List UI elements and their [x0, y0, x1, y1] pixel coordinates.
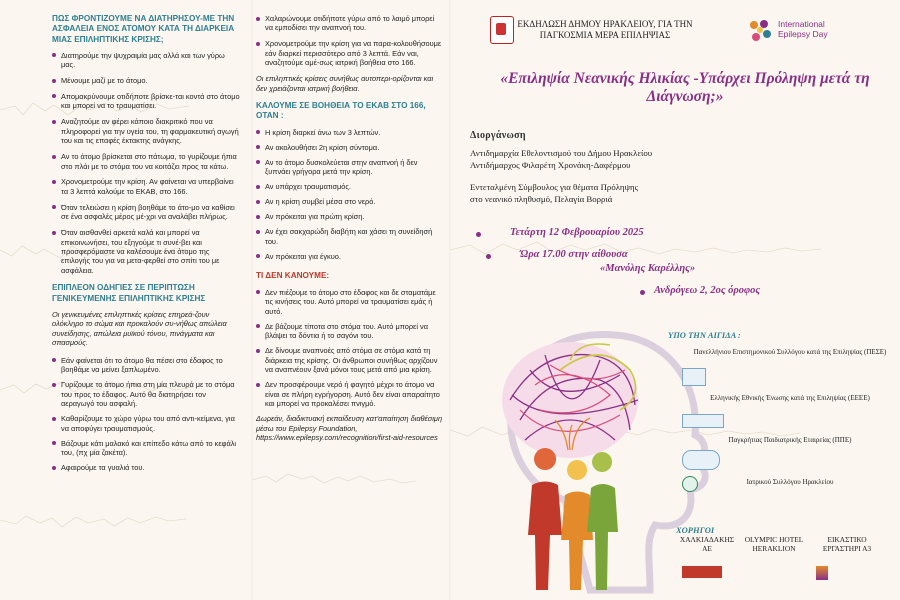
call-ekav-list: [256, 128, 444, 262]
auspice-medical-association: Ιατρικού Συλλόγου Ηρακλείου: [746, 478, 834, 486]
sponsor-chalkiadakis: ΧΑΛΚΙΑΔΑΚΗΣ ΑΕ: [679, 535, 735, 553]
generalized-list-item: Καθαρίζουμε το χώρο γύρω του από αντι-κείμενα, για να αποφύγει τραυματισμούς.: [52, 414, 240, 433]
generalized-list-item: Γυρίζουμε το άτομο ήπια στη μία πλευρά με το στόμα του προς το έδαφος. Αυτό θα διατηρήσει τον αεραγωγό του ασφαλή.: [52, 380, 240, 408]
resources-footer: Δωρεάν, διαδικτυακή εκπαίδευση κατ'απαίτηση διαθέσιμη μέσω του Epilepsy Foundation, https://www.epilepsy.com/recognition/first-aid-resources: [256, 414, 443, 443]
continued-list-item: Χρονομετρούμε την κρίση για να παρα-κολουθήσουμε εάν διαρκεί περισσότερο από 3 λεπτά. Εάν ναι, αναζητούμε αμέ-σως ιατρική βοήθεια στο 166.: [256, 39, 444, 67]
dont-list: [256, 288, 444, 409]
event-hall: «Μανόλης Καρέλλης»: [600, 263, 696, 274]
organizer-line-3: Εντεταλμένη Σύμβουλος για θέματα Πρόληψης: [470, 182, 639, 192]
eeee-logo-icon: [682, 414, 724, 428]
event-time: Ώρα 17.00 στην αίθουσα: [520, 249, 628, 260]
call-ekav-list-item: Αν ακολουθήσει 2η κρίση σύντομα.: [256, 143, 444, 152]
auspices-heading: ΥΠΟ ΤΗΝ ΑΙΓΙΔΑ :: [668, 330, 741, 340]
safety-list-item: Χρονομετρούμε την κρίση. Αν φαίνεται να υπερβαίνει τα 3 λεπτά καλούμε το ΕΚΑΒ, στο 166.: [52, 177, 240, 196]
dont-list-item: Δε δίνουμε αναπνοές από στόμα σε στόμα κατά τη διάρκεια της κρίσης. Οι άνθρωποι συνήθως αρχίζουν να αναπνέουν ξανά μόνοι τους μετά από μια κρίση.: [256, 346, 444, 374]
dont-list-item: Δε βάζουμε τίποτα στο στόμα του. Αυτό μπορεί να βλάψει τα δόντια ή το σαγόνι του.: [256, 322, 444, 341]
time-bullet: [486, 254, 491, 259]
international-epilepsy-day-logo-icon: [746, 17, 774, 45]
organizer-line-4: στο νεανικό πληθυσμό, Πελαγία Βορριά: [470, 194, 613, 204]
call-ekav-list-item: Αν πρόκειται για έγκυο.: [256, 252, 444, 261]
middle-panel: [252, 0, 450, 600]
generalized-list-item: Βάζουμε κάτι μαλακό και επίπεδο κάτω από το κεφάλι του, (πχ μία ζακέτα).: [52, 439, 240, 458]
safety-list: [52, 51, 240, 276]
chalkiadakis-logo-icon: [682, 566, 722, 578]
safety-list-item: Διατηρούμε την ψυχραιμία μας αλλά και των γύρω μας.: [52, 51, 240, 70]
date-bullet: [476, 232, 481, 237]
medical-association-logo-icon: [682, 476, 698, 492]
ppe-logo-icon: [682, 450, 720, 470]
call-ekav-list-item: Αν η κρίση συμβεί μέσα στο νερό.: [256, 197, 444, 206]
continued-list: [256, 14, 444, 68]
event-date: Τετάρτη 12 Φεβρουαρίου 2025: [510, 227, 644, 238]
event-title: «Επιληψία Νεανικής Ηλικίας -Υπάρχει Πρόληψη μετά τη Διάγνωση;»: [500, 70, 870, 106]
event-address: Ανδρόγεω 2, 2ος όροφος: [654, 285, 761, 296]
sponsors-heading: ΧΟΡΗΓΟΙ: [676, 525, 715, 535]
call-ekav-list-item: Αν το άτομο δυσκολεύεται στην αναπνοή ή δεν ξυπνάει γρήγορα μετά την κρίση.: [256, 158, 444, 177]
ied-line2: Epilepsy Day: [778, 29, 828, 40]
heading-generalized: ΕΠΙΠΛΕΟΝ ΟΔΗΓΙΕΣ ΣΕ ΠΕΡΙΠΤΩΣΗ ΓΕΝΙΚΕΥΜΕΝΗΣ ΕΠΙΛΗΠΤΙΚΗΣ ΚΡΙΣΗΣ: [52, 283, 206, 303]
safety-list-item: Μένουμε μαζί με το άτομο.: [52, 76, 240, 85]
heading-safety: ΠΩΣ ΦΡΟΝΤΙΖΟΥΜΕ ΝΑ ΔΙΑΤΗΡΗΣΟΥ-ΜΕ ΤΗΝ ΑΣΦΑΛΕΙΑ ΕΝΟΣ ΑΤΟΜΟΥ ΚΑΤΑ ΤΗ ΔΙΑΡΚΕΙΑ ΜΙΑΣ ΕΠΙΛΗΠΤΙΚΗΣ ΚΡΙΣΗΣ;: [52, 14, 235, 44]
organizer-line-1: Αντιδημαρχία Εθελοντισμού του Δήμου Ηρακλείου: [470, 148, 653, 158]
organizer-heading: Διοργάνωση: [470, 130, 526, 141]
call-ekav-list-item: Αν έχει σακχαρώδη διαβήτη και χάσει τη συνείδησή του.: [256, 227, 444, 246]
auspice-pese: Πανελλήνιου Επιστημονικού Συλλόγου κατά της Επιληψίας (ΠΕΣΕ): [693, 348, 887, 356]
address-bullet: [640, 290, 645, 295]
sponsor-olympic-hotel: OLYMPIC HOTEL HERAKLION: [744, 535, 804, 553]
heading-dont: ΤΙ ΔΕΝ ΚΑΝΟΥΜΕ:: [256, 271, 330, 281]
call-ekav-list-item: Αν πρόκειται για πρώτη κρίση.: [256, 212, 444, 221]
call-ekav-list-item: Η κρίση διαρκεί άνω των 3 λεπτών.: [256, 128, 444, 137]
safety-list-item: Απομακρύνουμε οτιδήποτε βρίσκε-ται κοντά στο άτομο και μπορεί να το τραυματίσει.: [52, 92, 240, 111]
dont-list-item: Δεν προσφέρουμε νερό ή φαγητό μέχρι το άτομο να είναι σε πλήρη εγρήγορση. Αυτό δεν είναι απαραίτητο και μπορεί να προκαλέσει πνιγμό.: [256, 380, 444, 408]
continued-list-item: Χαλαρώνουμε οτιδήποτε γύρω από το λαιμό μπορεί να εμποδίσει την αναπνοή του.: [256, 14, 444, 33]
call-ekav-list-item: Αν υπάρχει τραυματισμός.: [256, 182, 444, 191]
auspice-ppe: Παγκρήτιας Παιδιατρικής Εταιρείας (ΠΠΕ): [728, 436, 852, 444]
org-header: ΕΚΔΗΛΩΣΗ ΔΗΜΟΥ ΗΡΑΚΛΕΙΟΥ, ΓΙΑ ΤΗΝ ΠΑΓΚΟΣΜΙΑ ΜΕΡΑ ΕΠΙΛΗΨΙΑΣ: [517, 19, 693, 40]
dont-list-item: Δεν πιέζουμε το άτομο στο έδαφος και δε σταματάμε τις κινήσεις του. Αυτό μπορεί να τραυματίσει εμάς ή αυτό.: [256, 288, 444, 316]
generalized-list-item: Εάν φαίνεται ότι το άτομο θα πέσει στο έδαφος το βοηθάμε να μείνει ξαπλωμένο.: [52, 356, 240, 375]
ied-line1: International: [778, 19, 825, 29]
self-limiting-note: Οι επιληπτικές κρίσεις συνήθως αυτοπερι-ορίζονται και δεν χρειάζονται ιατρική βοήθεια.: [256, 74, 434, 93]
ied-label: [778, 19, 828, 39]
safety-list-item: Όταν αισθανθεί αρκετά καλά και μπορεί να επικοινωνήσει, του εξηγούμε τι συνέ-βει και προσφερόμαστε να καλέσουμε ένα άτομο της επιλογής του για να μετα-φερθεί στο σπίτι του με ασφάλεια.: [52, 228, 240, 275]
generalized-list-item: Αφαιρούμε τα γυαλιά του.: [52, 463, 240, 472]
cover-panel: [450, 0, 900, 600]
sponsor-a3-workshop: ΕΙΚΑΣΤΙΚΟ ΕΡΓΑΣΤΗΡΙ Α3: [822, 535, 872, 553]
auspice-eeee: Ελληνικής Εθνικής Ένωσης κατά της Επιληψίας (ΕΕΕΕ): [710, 394, 870, 402]
a3-logo-icon: [816, 566, 828, 580]
left-panel: [0, 0, 252, 600]
organizer-line-2: Αντιδήμαρχος Φιλαρέτη Χρονάκη-Δαφέρμου: [470, 160, 631, 170]
pese-logo-icon: [682, 368, 706, 386]
heading-call-ekav: ΚΑΛΟΥΜΕ ΣΕ ΒΟΗΘΕΙΑ ΤΟ ΕΚΑΒ ΣΤΟ 166, ΟΤΑΝ :: [256, 101, 426, 121]
safety-list-item: Αναζητούμε αν φέρει κάποιο διακριτικό που να πληροφορεί για την υγεία του, τη φαρμακευτική αγωγή του και τις επαφές έκτακτης ανάγκης.: [52, 117, 240, 145]
generalized-intro: Οι γενικευμένες επιληπτικές κρίσεις επηρεά-ζουν ολόκληρο το σώμα και προκαλούν συ-νήθως απώλεια συνείδησης, απώλεια μυϊκού τόνου, πινάγματα και σπασμούς.: [52, 309, 227, 348]
safety-list-item: Όταν τελειώσει η κρίση βοηθάμε το άτο-μο να καθίσει σε ένα ασφαλές μέρος μέ-χρι να αναλάβει πλήρως.: [52, 203, 240, 222]
generalized-list: [52, 356, 240, 473]
safety-list-item: Αν το άτομο βρίσκεται στο πάτωμα, το γυρίζουμε ήπια στο πλάι με το στόμα του να κοιτάζει προς τα κάτω.: [52, 152, 240, 171]
